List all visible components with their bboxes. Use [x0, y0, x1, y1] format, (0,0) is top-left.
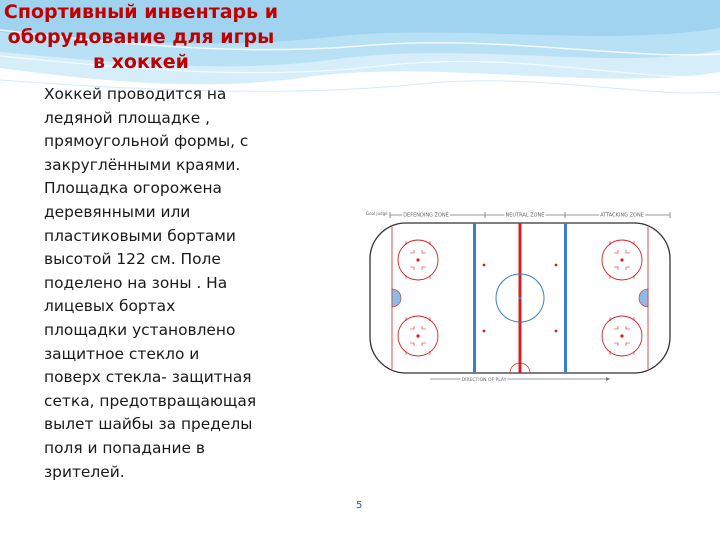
title-line: в хоккей: [93, 51, 189, 73]
body-line: ледяной площадке ,: [44, 108, 211, 127]
body-line: поля и попадание в: [44, 438, 205, 457]
hockey-rink-diagram: [360, 203, 680, 388]
neutral-faceoff-dot: [483, 264, 486, 267]
page-number: 5: [356, 500, 363, 511]
slide-title: [0, 0, 282, 75]
body-line: площадки установлено: [44, 320, 236, 339]
body-line: вылет шайбы за пределы: [44, 415, 253, 434]
body-line: деревянными или: [44, 202, 191, 221]
body-line: поверх стекла- защитная: [44, 368, 252, 387]
neutral-faceoff-dot: [555, 264, 558, 267]
neutral-faceoff-dot: [483, 330, 486, 333]
body-line: Площадка огорожена: [44, 179, 222, 198]
corner-label: Goal judge: [366, 211, 388, 216]
direction-arrow-head: [606, 377, 610, 381]
body-line: лицевых бортах: [44, 297, 176, 316]
blue-line-right: [564, 223, 567, 373]
body-line: пластиковыми бортами: [44, 226, 236, 245]
body-line: защитное стекло и: [44, 344, 200, 363]
neutral-faceoff-dot: [555, 330, 558, 333]
direction-label: DIRECTION OF PLAY: [461, 377, 507, 383]
body-line: поделено на зоны . На: [44, 273, 228, 292]
title-line: Спортивный инвентарь и: [3, 1, 279, 23]
center-faceoff-dot: [519, 297, 522, 300]
body-line: прямоугольной формы, с: [44, 132, 249, 151]
zone-label-attacking: ATTACKING ZONE: [600, 212, 644, 219]
body-line: закруглёнными краями.: [44, 155, 241, 174]
body-line: сетка, предотвращающая: [44, 391, 257, 410]
title-line: оборудование для игры: [7, 26, 275, 48]
zone-label-neutral: NEUTRAL ZONE: [505, 212, 545, 219]
blue-line-left: [473, 223, 476, 373]
body-line: высотой 122 см. Поле: [44, 250, 221, 269]
zone-label-defending: DEFENDING ZONE: [403, 212, 449, 219]
body-paragraph: [44, 83, 284, 484]
body-line: зрителей.: [44, 462, 125, 481]
body-line: Хоккей проводится на: [44, 85, 227, 103]
